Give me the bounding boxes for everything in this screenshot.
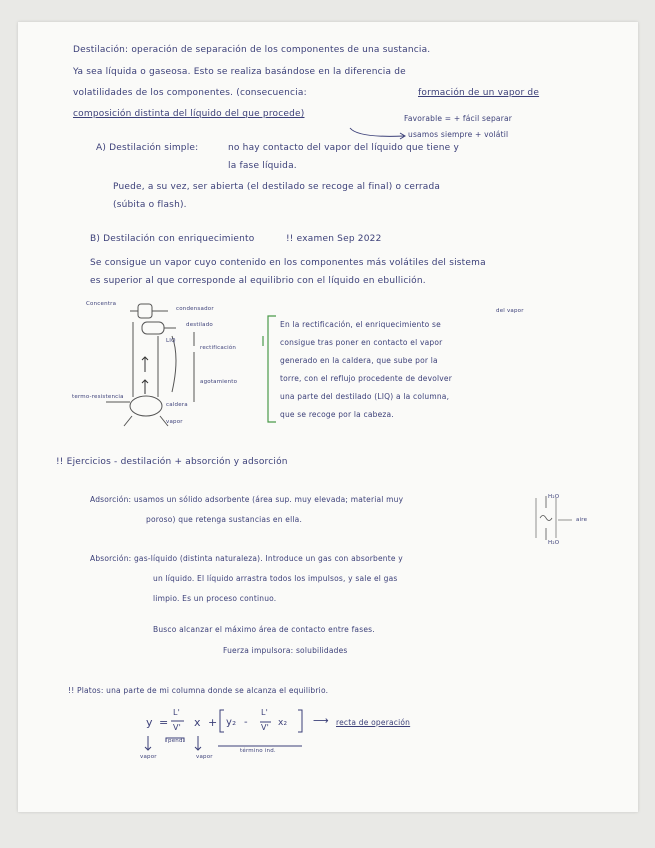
rect-line-1: En la rectificación, el enriquecimiento se	[280, 320, 441, 329]
label-caldera: caldera	[166, 402, 188, 408]
exam-note: !! examen Sep 2022	[286, 234, 382, 244]
adsorption-sketch	[532, 494, 582, 544]
eq-L: L'	[173, 708, 181, 717]
side-label-bot: H₂O	[548, 540, 560, 546]
eq-annotations	[136, 734, 306, 774]
line-1: Destilación: operación de separación de los componentes de una sustancia.	[73, 45, 431, 55]
line-a1b: no hay contacto del vapor del líquido que tiene y	[228, 143, 459, 153]
line-a2: la fase líquida.	[228, 161, 297, 171]
eq-V2: V'	[261, 723, 270, 732]
annot-vapliq: vapor	[196, 754, 213, 760]
absorcion-line-5: Fuerza impulsora: solubilidades	[223, 646, 348, 655]
eq-y: y	[146, 716, 153, 729]
label-condensador: condensador	[176, 306, 214, 312]
bracket	[262, 314, 282, 424]
eq-x: x	[194, 716, 201, 729]
absorcion-line-1: Absorción: gas-líquido (distinta naturaleza). Introduce un gas con absorbente y	[90, 554, 403, 563]
line-b3: es superior al que corresponde al equilibrio con el líquido en ebullición.	[90, 276, 426, 286]
adsorcion-line-2: poroso) que retenga sustancias en ella.	[146, 515, 303, 524]
line-3-underlined: formación de un vapor de	[418, 88, 540, 98]
annot-vapor: vapor	[140, 754, 157, 760]
heading-a: A) Destilación simple:	[96, 143, 199, 153]
rect-line-3: generado en la caldera, que sube por la	[280, 356, 438, 365]
annot-termino: término ind.	[240, 748, 276, 754]
label-destilado: destilado	[186, 322, 213, 328]
eq-V: V'	[173, 723, 182, 732]
note-arrow	[348, 126, 408, 142]
line-b2: Se consigue un vapor cuyo contenido en los componentes más volátiles del sistema	[90, 258, 486, 268]
rect-line-2: consigue tras poner en contacto el vapor	[280, 338, 443, 347]
label-termo: termo-resistencia	[72, 394, 124, 400]
eq-plus: +	[208, 716, 218, 729]
rect-line-5: una parte del destilado (LIQ) a la columna,	[280, 392, 450, 401]
absorcion-line-4: Busco alcanzar el máximo área de contacto entre fases.	[153, 625, 375, 634]
eq-arrow: ⟶	[313, 714, 329, 727]
rect-line-6: que se recoge por la cabeza.	[280, 410, 394, 419]
eq-fraction-bar	[171, 720, 185, 722]
exercises-heading: !! Ejercicios - destilación + absorción y adsorción	[56, 457, 288, 467]
eq-y2: y₂	[226, 717, 237, 728]
side-label-mid: aire	[576, 517, 588, 523]
notebook-page	[18, 22, 638, 812]
line-2: Ya sea líquida o gaseosa. Esto se realiza basándose en la diferencia de	[73, 67, 406, 77]
label-liq: LIQ	[166, 338, 176, 344]
label-concentra: Concentra	[86, 301, 117, 307]
line-3: volatilidades de los componentes. (consecuencia:	[73, 88, 307, 98]
eq-equals: =	[159, 716, 169, 729]
eq-x2: x₂	[278, 718, 288, 728]
eq-minus: -	[244, 717, 248, 728]
note-favorable: Favorable = + fácil separar	[404, 114, 513, 123]
note-del-vapor: del vapor	[496, 308, 524, 314]
platos-line: !! Platos: una parte de mi columna donde se alcanza el equilibrio.	[68, 686, 329, 695]
rect-line-4: torre, con el reflujo procedente de devolver	[280, 374, 453, 383]
note-volatil: usamos siempre + volátil	[408, 130, 509, 139]
eq-label: recta de operación	[336, 718, 411, 727]
label-agotamiento: agotamiento	[200, 379, 238, 385]
heading-b: B) Destilación con enriquecimiento	[90, 234, 255, 244]
annot-pend: pend.	[168, 738, 185, 744]
label-rectificacion: rectificación	[200, 345, 237, 351]
absorcion-line-3: limpio. Es un proceso continuo.	[153, 594, 277, 603]
label-vapor: vapor	[166, 419, 183, 425]
line-a3: Puede, a su vez, ser abierta (el destilado se recoge al final) o cerrada	[113, 182, 441, 192]
adsorcion-line-1: Adsorción: usamos un sólido adsorbente (área sup. muy elevada; material muy	[90, 495, 404, 504]
side-label-top: H₂O	[548, 494, 560, 500]
line-a4: (súbita o flash).	[113, 200, 187, 210]
line-4: composición distinta del líquido del que procede)	[73, 109, 305, 119]
eq-L2: L'	[261, 708, 269, 717]
absorcion-line-2: un líquido. El líquido arrastra todos los impulsos, y sale el gas	[153, 574, 398, 583]
